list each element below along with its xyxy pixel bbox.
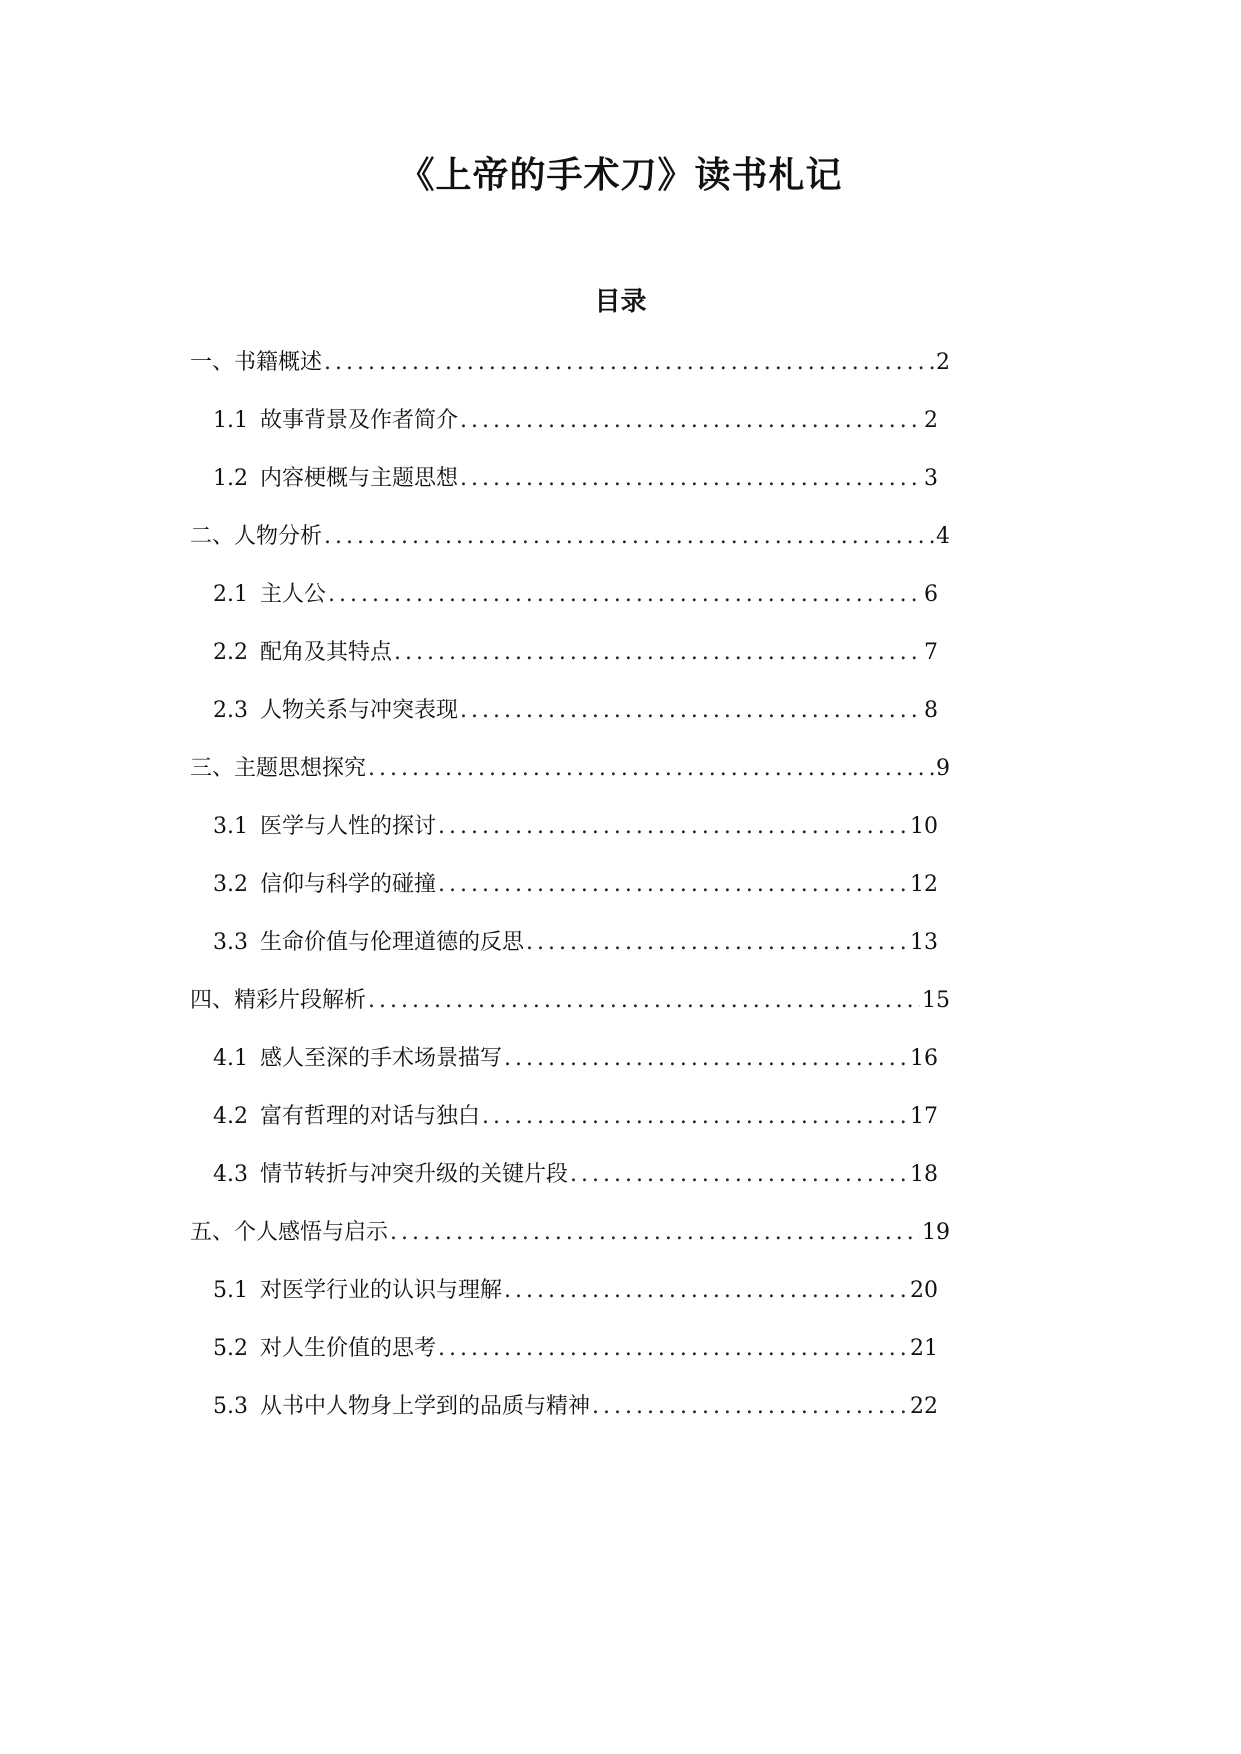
toc-dot-leader	[438, 807, 908, 847]
toc-dot-leader	[324, 343, 934, 383]
toc-dot-leader	[504, 1039, 908, 1079]
toc-chapter-entry[interactable]	[190, 517, 950, 557]
toc-page-number: 2	[936, 350, 950, 375]
toc-dot-leader	[368, 749, 934, 789]
toc-page-number: 18	[910, 1162, 938, 1187]
toc-section-entry[interactable]	[213, 1155, 938, 1195]
document-title: 《上帝的手术刀》读书札记	[398, 155, 843, 196]
toc-entry-number: 3.1	[213, 814, 248, 839]
toc-entry-label: 生命价值与伦理道德的反思	[260, 930, 525, 955]
toc-page-number: 6	[924, 582, 938, 607]
toc-page-number: 22	[910, 1394, 938, 1419]
toc-entry-number: 2.3	[213, 698, 248, 723]
toc-chapter-entry[interactable]	[190, 749, 950, 789]
toc-entry-number: 5.3	[213, 1394, 248, 1419]
toc-section-entry[interactable]	[213, 1387, 938, 1427]
toc-dot-leader	[482, 1097, 908, 1137]
toc-page-number: 3	[924, 466, 938, 491]
toc-chapter-entry[interactable]	[190, 1213, 950, 1253]
toc-dot-leader	[570, 1155, 908, 1195]
toc-page-number: 20	[910, 1278, 938, 1303]
toc-section-entry[interactable]	[213, 1271, 938, 1311]
toc-page-number: 19	[922, 1220, 950, 1245]
toc-entry-number: 3.2	[213, 872, 248, 897]
toc-page-number: 16	[910, 1046, 938, 1071]
toc-entry-number: 2.2	[213, 640, 248, 665]
toc-entry-label: 三、主题思想探究	[190, 756, 367, 781]
toc-dot-leader	[504, 1271, 908, 1311]
toc-entry-label: 四、精彩片段解析	[190, 988, 367, 1013]
toc-page-number: 21	[910, 1336, 938, 1361]
toc-dot-leader	[438, 1329, 908, 1369]
toc-dot-leader	[460, 401, 922, 441]
toc-entry-label: 主人公	[260, 582, 327, 607]
toc-section-entry[interactable]	[213, 1097, 938, 1137]
toc-entry-number: 4.1	[213, 1046, 248, 1071]
toc-page-number: 4	[936, 524, 950, 549]
toc-page-number: 9	[936, 756, 950, 781]
toc-entry-label: 富有哲理的对话与独白	[260, 1104, 481, 1129]
toc-dot-leader	[324, 517, 934, 557]
toc-section-entry[interactable]	[213, 401, 938, 441]
toc-page-number: 12	[910, 872, 938, 897]
toc-entry-number: 5.1	[213, 1278, 248, 1303]
toc-section-entry[interactable]	[213, 459, 938, 499]
toc-entry-label: 感人至深的手术场景描写	[260, 1046, 503, 1071]
toc-entry-label: 对医学行业的认识与理解	[260, 1278, 503, 1303]
toc-section-entry[interactable]	[213, 807, 938, 847]
toc-entry-label: 五、个人感悟与启示	[190, 1220, 389, 1245]
toc-section-entry[interactable]	[213, 1329, 938, 1369]
toc-entry-label: 一、书籍概述	[190, 350, 323, 375]
toc-entry-label: 人物关系与冲突表现	[260, 698, 459, 723]
toc-entry-label: 故事背景及作者简介	[260, 408, 459, 433]
toc-entry-number: 4.3	[213, 1162, 248, 1187]
toc-section-entry[interactable]	[213, 923, 938, 963]
toc-dot-leader	[526, 923, 908, 963]
toc-entry-label: 二、人物分析	[190, 524, 323, 549]
toc-entry-label: 内容梗概与主题思想	[260, 466, 459, 491]
toc-page-number: 8	[924, 698, 938, 723]
toc-section-entry[interactable]	[213, 575, 938, 615]
toc-dot-leader	[368, 981, 920, 1021]
toc-entry-label: 医学与人性的探讨	[260, 814, 437, 839]
toc-entry-number: 3.3	[213, 930, 248, 955]
toc-section-entry[interactable]	[213, 865, 938, 905]
toc-page-number: 10	[910, 814, 938, 839]
toc-entry-label: 从书中人物身上学到的品质与精神	[260, 1394, 591, 1419]
toc-dot-leader	[394, 633, 922, 673]
toc-heading: 目录	[594, 287, 647, 317]
toc-entry-label: 信仰与科学的碰撞	[260, 872, 437, 897]
toc-entry-label: 配角及其特点	[260, 640, 393, 665]
toc-dot-leader	[460, 691, 922, 731]
toc-entry-number: 2.1	[213, 582, 248, 607]
toc-entry-number: 5.2	[213, 1336, 248, 1361]
toc-section-entry[interactable]	[213, 1039, 938, 1079]
toc-entry-label: 对人生价值的思考	[260, 1336, 437, 1361]
toc-entry-number: 1.2	[213, 466, 248, 491]
toc-dot-leader	[438, 865, 908, 905]
toc-entry-label: 情节转折与冲突升级的关键片段	[260, 1162, 569, 1187]
toc-section-entry[interactable]	[213, 691, 938, 731]
toc-entry-number: 4.2	[213, 1104, 248, 1129]
toc-page-number: 7	[924, 640, 938, 665]
toc-entry-number: 1.1	[213, 408, 248, 433]
toc-dot-leader	[328, 575, 922, 615]
toc-dot-leader	[460, 459, 922, 499]
toc-dot-leader	[390, 1213, 920, 1253]
toc-page-number: 13	[910, 930, 938, 955]
toc-page-number: 17	[910, 1104, 938, 1129]
toc-page-number: 2	[924, 408, 938, 433]
toc-dot-leader	[592, 1387, 908, 1427]
toc-chapter-entry[interactable]	[190, 981, 950, 1021]
toc-section-entry[interactable]	[213, 633, 938, 673]
toc-page-number: 15	[922, 988, 950, 1013]
toc-chapter-entry[interactable]	[190, 343, 950, 383]
